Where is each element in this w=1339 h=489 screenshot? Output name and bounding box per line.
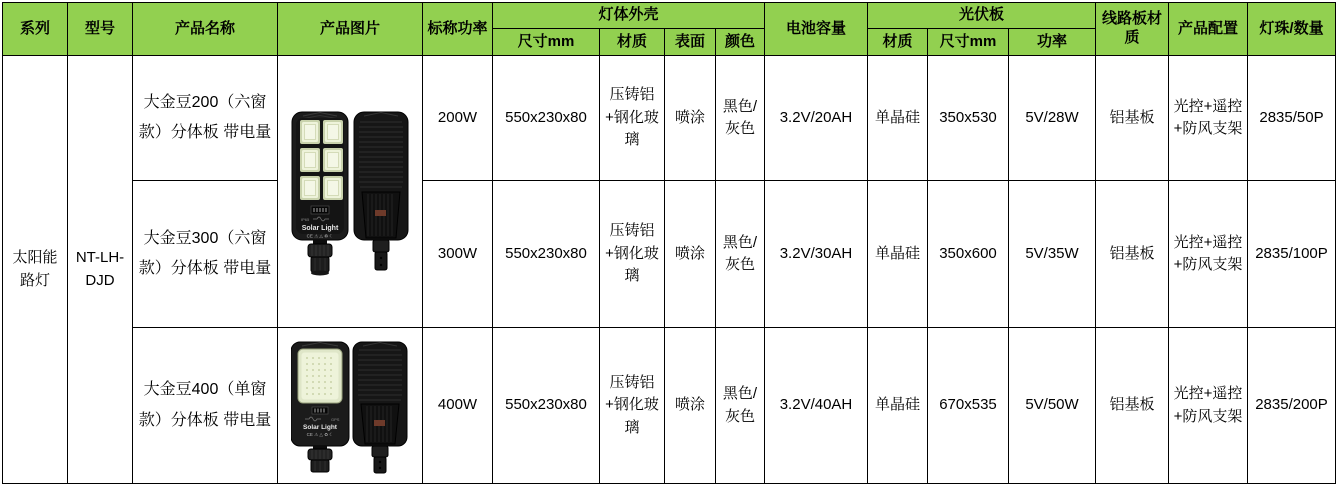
header-lamp-surface: 表面 <box>665 29 716 56</box>
header-series: 系列 <box>3 3 68 56</box>
cell-power: 200W <box>423 56 493 181</box>
product-image-six-window <box>278 56 423 328</box>
cell-config: 光控+遥控+防风支架 <box>1169 328 1248 484</box>
header-lamp-color: 颜色 <box>716 29 765 56</box>
cell-color: 黑色/灰色 <box>716 328 765 484</box>
cell-pv-material: 单晶硅 <box>868 181 928 328</box>
solar-light-label: Solar Light <box>301 225 339 232</box>
pole-clamp <box>308 446 332 472</box>
cell-power: 300W <box>423 181 493 328</box>
cell-pv-power: 5V/35W <box>1009 181 1096 328</box>
pole-clamp <box>372 446 388 473</box>
cert-marks: CE ⚠ △ ♻ ☾ <box>306 233 334 239</box>
cell-product-name: 大金豆400（单窗款）分体板 带电量 <box>133 328 278 484</box>
header-circuit-board: 线路板材质 <box>1096 3 1169 56</box>
cell-surface: 喷涂 <box>665 328 716 484</box>
header-lamp-shell-group: 灯体外壳 <box>493 3 765 29</box>
cell-shell-size: 550x230x80 <box>493 328 600 484</box>
cell-power: 400W <box>423 328 493 484</box>
cell-pv-power: 5V/50W <box>1009 328 1096 484</box>
cell-beads: 2835/200P <box>1248 328 1336 484</box>
cell-beads: 2835/50P <box>1248 56 1336 181</box>
cell-board: 铝基板 <box>1096 328 1169 484</box>
cell-pv-material: 单晶硅 <box>868 56 928 181</box>
six-window-lamp-illustration <box>291 104 409 279</box>
cell-pv-size: 670x535 <box>928 328 1009 484</box>
table-row <box>3 181 1336 328</box>
single-window-lamp-illustration <box>291 336 409 476</box>
cell-surface: 喷涂 <box>665 181 716 328</box>
cell-config: 光控+遥控+防风支架 <box>1169 181 1248 328</box>
back-label <box>375 210 386 216</box>
header-product-name: 产品名称 <box>133 3 278 56</box>
cell-board: 铝基板 <box>1096 181 1169 328</box>
cell-surface: 喷涂 <box>665 56 716 181</box>
cert-marks: CE ⚠ △ ♻ ☾ <box>306 431 334 437</box>
header-beads-qty: 灯珠/数量 <box>1248 3 1336 56</box>
product-image-single-window <box>278 328 423 484</box>
cell-board: 铝基板 <box>1096 56 1169 181</box>
cell-shell-material: 压铸铝+钢化玻璃 <box>600 328 665 484</box>
cell-battery: 3.2V/30AH <box>765 181 868 328</box>
table-row <box>3 56 1336 181</box>
lamp-front-view <box>292 112 348 276</box>
cell-config: 光控+遥控+防风支架 <box>1169 56 1248 181</box>
solar-light-label: Solar Light <box>303 423 337 431</box>
cell-pv-power: 5V/28W <box>1009 56 1096 181</box>
cell-color: 黑色/灰色 <box>716 56 765 181</box>
cell-battery: 3.2V/20AH <box>765 56 868 181</box>
cell-pv-material: 单晶硅 <box>868 328 928 484</box>
battery-display <box>312 407 328 414</box>
pole-clamp <box>308 240 332 276</box>
header-product-config: 产品配置 <box>1169 3 1248 56</box>
cell-pv-size: 350x600 <box>928 181 1009 328</box>
cell-product-name: 大金豆300（六窗款）分体板 带电量 <box>133 181 278 328</box>
cell-color: 黑色/灰色 <box>716 181 765 328</box>
header-pv-material: 材质 <box>868 29 928 56</box>
header-pv-power: 功率 <box>1009 29 1096 56</box>
cell-shell-material: 压铸铝+钢化玻璃 <box>600 181 665 328</box>
header-lamp-size: 尺寸mm <box>493 29 600 56</box>
cell-model: NT-LH-DJD <box>68 56 133 484</box>
cell-beads: 2835/100P <box>1248 181 1336 328</box>
header-pv-size: 尺寸mm <box>928 29 1009 56</box>
cell-series: 太阳能路灯 <box>3 56 68 484</box>
cell-shell-material: 压铸铝+钢化玻璃 <box>600 56 665 181</box>
ip-rating-marking: IP65 <box>301 217 310 222</box>
header-model: 型号 <box>68 3 133 56</box>
lamp-front-view <box>291 342 349 472</box>
cell-shell-size: 550x230x80 <box>493 56 600 181</box>
header-product-image: 产品图片 <box>278 3 423 56</box>
led-window <box>298 349 342 403</box>
cell-battery: 3.2V/40AH <box>765 328 868 484</box>
header-rated-power: 标称功率 <box>423 3 493 56</box>
table-row <box>3 328 1336 484</box>
back-label <box>374 420 385 426</box>
cell-shell-size: 550x230x80 <box>493 181 600 328</box>
header-lamp-material: 材质 <box>600 29 665 56</box>
lamp-back-view <box>354 112 408 270</box>
cell-pv-size: 350x530 <box>928 56 1009 181</box>
gps-marking: GPS <box>331 416 340 422</box>
header-pv-group: 光伏板 <box>868 3 1096 29</box>
lamp-back-view <box>353 342 407 473</box>
product-spec-table <box>2 2 1336 484</box>
cell-product-name: 大金豆200（六窗款）分体板 带电量 <box>133 56 278 181</box>
header-battery-capacity: 电池容量 <box>765 3 868 56</box>
pole-clamp <box>373 240 389 270</box>
